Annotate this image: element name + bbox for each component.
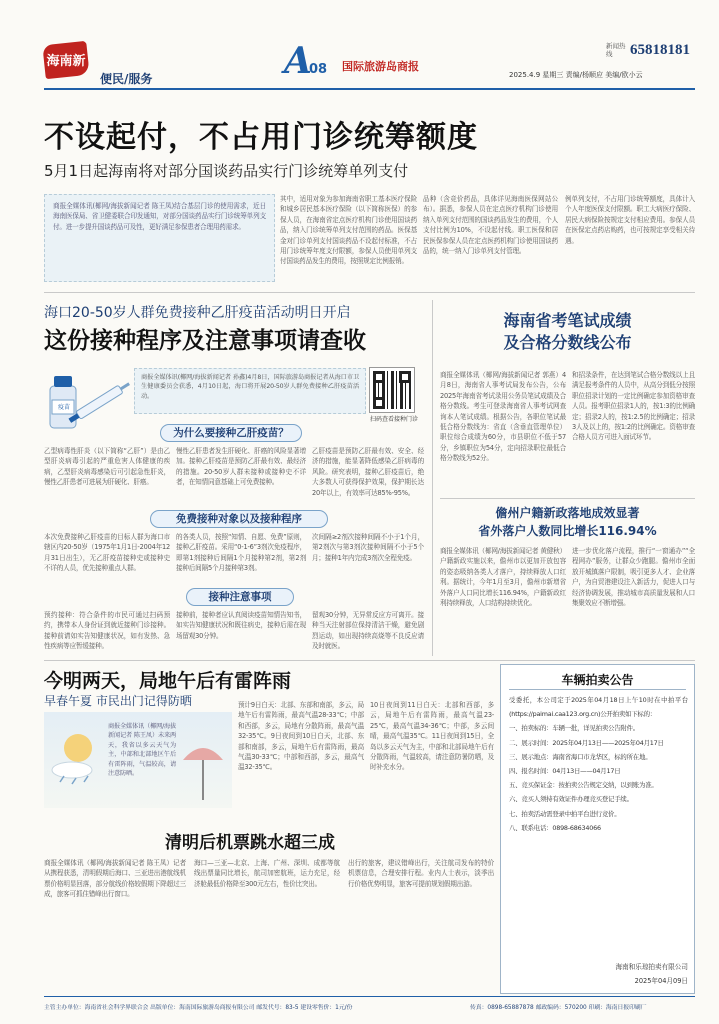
exam-col1: 商报全媒体讯（椰网/海拔新闻记者 郭燕）4月8日，海南省人事考试局发布公告，公布2025年海南省考试录用公务员笔试成绩及合格分数线。考生可登录海南省人事考试网查询本人笔试成绩。根据公告，各职位笔试最低合格分数线为：省直（含垂直管理单位）职位综合成绩为60分，市县职位不低于57分，乡镇职位为54分，定向招录职位最低合格分数线为52分。 [440,371,566,463]
vaccine-s2-col1: 本次免费接种乙肝疫苗的目标人群为海口市辖区内20-50岁（1975年1月1日-2004年12月31日出生），无乙肝疫苗接种史或接种史不详的人员，优先接种重点人群。 [44,533,170,573]
page-letter: A [284,40,312,82]
vaccine-heading-1: 为什么要接种乙肝疫苗？ [160,424,302,442]
hotline-label: 新闻热线 [606,42,626,58]
vaccine-intro: 商报全媒体讯(椰网/海拔新闻记者 孙鑫)4月8日，国际旅游岛商报记者从海口市卫生健康委员会获悉，4月10日起，海口将开展20-50岁人群免费接种乙肝疫苗活动。 [141,374,359,400]
auction-box [500,664,695,994]
vaccine-heading-3: 接种注意事项 [186,588,294,606]
vaccine-s1-col3: 乙肝疫苗是预防乙肝最有效、安全、经济的措施，能显著降低感染乙肝病毒的风险。研究表明，接种乙肝疫苗后，绝大多数人可获得保护效果，保护期长达20年以上，有效率可达85%-95%。 [312,447,424,497]
danzhou-title-line2: 省外落户人数同比增长116.94% [478,524,657,538]
auction-signoff-date: 2025年04月09日 [634,977,688,985]
masthead-rule [44,88,695,90]
vaccine-s2-col2: 的各类人员，按照“知情、自愿、免费”原则，接种乙肝疫苗。采用“0-1-6”3剂次免疫程序，即第1剂接种后间隔1个月接种第2剂，第2剂接种后间隔5个月接种第3剂。 [176,533,306,573]
section-label: 便民/服务 [100,72,153,86]
vaccine-s3-col3: 留观30分钟，无异常反应方可离开。接种当天注射部位保持清洁干燥，避免剧烈运动，如出现持续高烧等不良反应请及时就医。 [312,611,424,651]
logo-text: 海南新 [46,54,86,69]
vaccine-s1-col2: 慢性乙肝患者发生肝硬化、肝癌的风险显著增加。接种乙肝疫苗是预防乙肝最有效、最经济的措施。20-50岁人群未接种或接种史不详者，在知情同意基础上可免费接种。 [176,447,306,487]
divider [44,292,695,293]
vaccine-intro-box [134,368,366,414]
masthead [0,0,719,92]
qr-code[interactable] [370,368,414,412]
danzhou-title-line1: 儋州户籍新政落地成效显著 [495,506,640,520]
footer-left: 主管主办单位：海南省社会科学界联合会 出版单位：海南国际旅游岛商报有限公司 邮发代号：83-5 建设零售价：1元/份 [44,1005,353,1011]
column-divider [432,300,433,656]
vaccine-kicker: 海口20-50岁人群免费接种乙肝疫苗活动明日开启 [44,305,351,321]
divider [440,498,695,499]
vaccine-s3-col2: 接种前，接种者应认真阅读疫苗知情告知书，如实告知健康状况和既往病史，接种后需在现场留观30分钟。 [176,611,306,640]
danzhou-col1: 商报全媒体讯（椰网/海拔新闻记者 黄健秋）户籍新政实施以来，儋州市以更加开放包容的姿态吸纳各类人才落户，持续释放人口红利。据统计，今年1月至3月，儋州市新增省外落户人口同比增长116.94%，户籍新政红利持续释放，人口结构持续优化。 [440,547,566,608]
flight-title: 清明后机票跳水超三成 [165,833,335,853]
date-line: 2025.4.9 星期三 责编/杨顺应 美编/欧小云 [509,71,643,79]
weather-illustration [44,712,232,808]
weather-scene-icon [50,722,108,792]
auction-body: 受委托，本公司定于2025年04月18日上午10时在中拍平台(https://paimai.caa123.org.cn)公开拍卖如下标的： 一、拍卖标的：车辆一批，详见拍卖公告附件。 二、展示时间：2025年04月13日——2025年04月17日 三、展示地点：海南省海口市龙华区，标的所在地。 四、报名时间：04月13日——04月17日 五、竞买保证金：按拍卖公告规定交纳，以到账为准。 六、竞买人须持有效证件办理竞买登记手续。 七、拍卖活动需登录中拍平台进行竞价。 八、联系电话：0898-68634066 [509,696,688,832]
weather-title: 今明两天，局地午后有雷阵雨 [44,670,292,692]
exam-title-line2: 及合格分数线公布 [503,333,632,352]
auction-title-rule [509,689,686,690]
flight-col2: 海口—三亚—北京、上海、广州、深圳、成都等航线出票量同比增长，航司加密航班，运力充足，经济舱最低价格降至300元左右，性价比突出。 [194,859,340,888]
auction-signoff-company: 海南和乐琼拍卖有限公司 [615,963,688,971]
vaccine-s3-col1: 预约接种：符合条件的市民可通过扫码预约，携带本人身份证到就近接种门诊接种。接种前请如实告知健康状况，如有发热、急性疾病等应暂缓接种。 [44,611,170,651]
divider [44,660,695,661]
lead-intro: 商报全媒体讯(椰网/海拔新闻记者 陈王凤)结合基层门诊的使用需求，近日海南医保局、省卫健委联合印发通知，对部分国谈药品实行门诊统筹单列支付。进一步提升国谈药品可及性，更好满足参保患者合理用药需求。 [53,202,266,231]
vaccine-heading-2: 免费接种对象以及接种程序 [150,510,328,528]
footer-rule [44,996,695,997]
qr-caption: 扫码查看接种门诊 [369,416,418,423]
weather-col2: 10日夜间到11日白天：北部和西部，多云，局地午后有雷阵雨，最高气温23-25℃，最高气温34-36℃；中部，多云间晴，最高气温35℃。11日夜间到15日，全岛以多云天气为主，中部和北部局地午后有分散阵雨，气温较高，请注意防暑防晒，及时补充水分。 [370,701,494,772]
weather-subtitle: 早春午夏 市民出门记得防晒 [44,694,192,708]
sunshade-icon [178,732,228,802]
syringe-icon [44,360,134,438]
lead-subtitle: 5月1日起海南将对部分国谈药品实行门诊统筹单列支付 [44,162,409,180]
page-number: 08 [309,62,328,77]
danzhou-col2: 进一步优化落户流程，推行“一窗通办”“全程网办”服务，让群众少跑腿。儋州市全面放开城镇落户限制，吸引更多人才、企业落户，为自贸港建设注入新活力，促进人口与经济协调发展，推动城市高质量发展和人口集聚效应不断增强。 [572,547,695,608]
vaccine-title: 这份接种程序及注意事项请查收 [44,328,366,354]
exam-title-line1: 海南省考笔试成绩 [503,311,632,330]
lead-col-2: 品种（含竞价药品，具体详见海南医保网站公布）。据悉，参保人员在定点医疗机构门诊使用纳入单列支付范围的国谈药品发生的费用，个人支付比例为10%，不设起付线。职工医保和居民医保参保人员在定点医药机构门诊使用国谈药品的，统一纳入门诊单列支付管理。 [423,195,558,256]
weather-col1: 预计9日白天：北部、东部和南部，多云，局地午后有雷阵雨，最高气温28-33℃；中部和西部，多云，局地有分散阵雨，最高气温32-35℃。9日夜间到10日白天，北部、东部和南部，多云，局地午后有雷阵雨，最高气温30-33℃；中部和西部，多云，最高气温32-35℃。 [238,701,364,772]
flight-col3: 出行的旅客，建议错峰出行，关注航司发布的特价机票信息，合理安排行程。业内人士表示，淡季出行价格优势明显，旅客可提前规划假期出游。 [348,859,494,888]
auction-title: 车辆拍卖公告 [561,673,634,687]
weather-box: 商报全媒体讯（椰网/海拔新闻记者 陈王凤）未来两天，我省以多云天气为主，中部和北部地区午后有雷阵雨，气温较高，请注意防晒。 [108,723,176,778]
lead-col-3: 例单列支付，不占用门诊统筹额度，具体计入个人年度医保支付限额。职工大病医疗保险、居民大病保险按规定支付相应费用。参保人员在医保定点药店购药，也可按规定享受相关待遇。 [565,195,695,245]
lead-col-1: 其中，适用对象为参加海南省职工基本医疗保险和城乡居民基本医疗保险（以下简称医保）的参保人员，在海南省定点医疗机构门诊使用国谈药品，纳入门诊统筹单列支付范围的药品。医保基金对门诊单列支付国谈药品不设起付标准，不占用门诊统筹年度支付限额，参保人员使用单列支付国谈药品发生的费用，按照规定比例报销。 [280,195,417,266]
exam-col2: 和招录条件，在达到笔试合格分数线以上且满足报考条件的人员中，从高分到低分按照职位招录计划的一定比例确定参加资格审查人员。报考职位招录1人的，按1:3的比例确定；招录2人的，按1:2.5的比例确定；招录3人及以上的，按1:2的比例确定。资格审查合格人员方可进入面试环节。 [572,371,695,442]
vial-label: 疫苗 [57,404,70,411]
vaccine-illustration [44,360,134,438]
hotline-number: 65818181 [630,42,690,58]
vaccine-s1-col1: 乙型病毒性肝炎（以下简称“乙肝”）是由乙型肝炎病毒引起的严重危害人体健康的疾病，乙型肝炎病毒感染后可引起急性肝炎，慢性乙肝患者可进展为肝硬化、肝癌。 [44,447,170,487]
footer-right: 传真：0898-65887878 邮政编码：570200 印刷：海南日报印刷厂 [470,1005,647,1011]
vaccine-s2-col3: 次间隔≥2剂次接种间隔不小于1个月，第2剂次与第3剂次接种间隔不小于5个月；接种1年内完成3剂次全程免疫。 [312,533,424,562]
flight-col1: 商报全媒体讯（椰网/海拔新闻记者 陈王凤）记者从携程获悉，清明假期后海口、三亚进出港航线机票价格明显回落，部分航线价格较假期下降超过三成，旅客可抓住错峰出行窗口。 [44,859,186,899]
lead-title: 不设起付，不占用门诊统筹额度 [44,120,478,155]
lead-intro-box [44,194,275,282]
paper-name: 国际旅游岛商报 [342,60,419,73]
